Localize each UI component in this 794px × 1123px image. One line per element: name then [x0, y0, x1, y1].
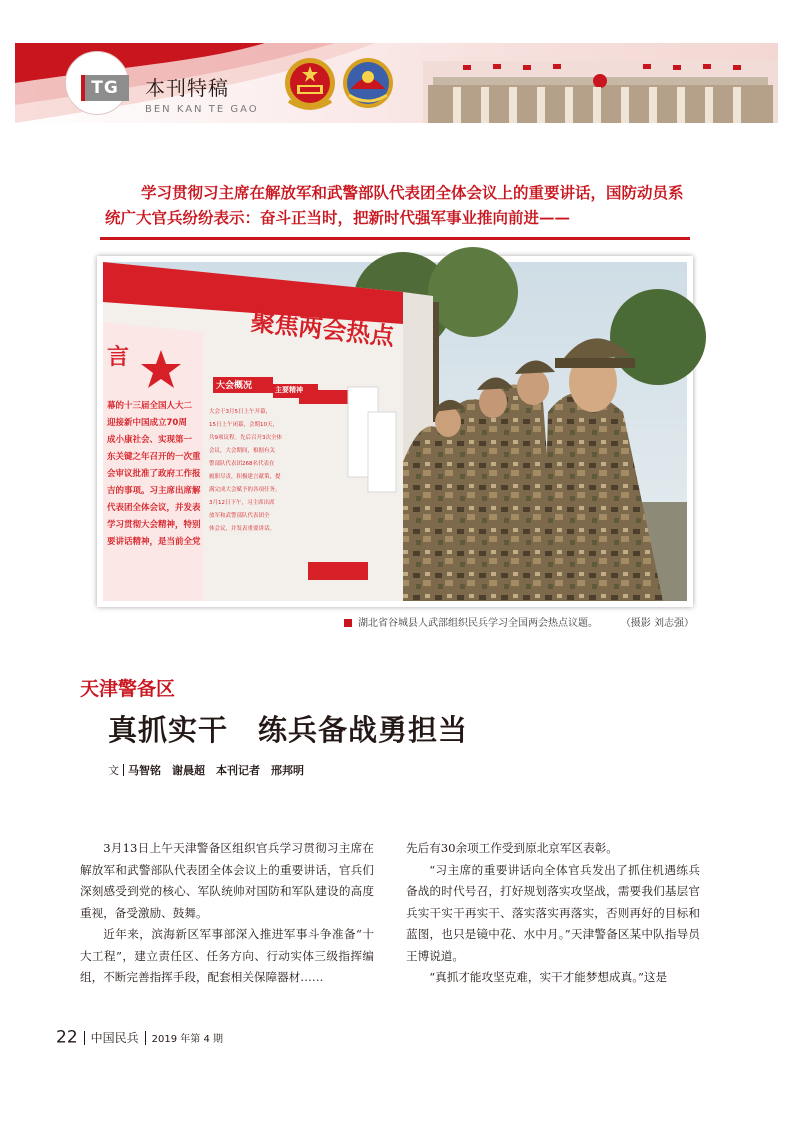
section-badge: TG — [81, 75, 129, 101]
badge-accent-bar — [81, 75, 85, 101]
board-mid-heading: 大会概况 — [216, 381, 253, 391]
article-region: 天津警备区 — [80, 678, 176, 700]
board-panel-title: 聚焦两会热点 — [249, 307, 396, 351]
paragraph: “习主席的重要讲话向全体官兵发出了抓住机遇练兵备战的时代号召，打好规划落实攻坚战，需要我们基层官兵实干实干再实干、落实落实再落实，否则再好的目标和蓝图，也只是镜中花、水中月。”天津警备区某中队指导员王博说道。 — [406, 862, 700, 963]
caption-text: 湖北省谷城县人武部组织民兵学习全国两会热点议题。 — [358, 618, 598, 629]
board-right-heading: 主要精神 — [275, 386, 303, 394]
section-title: 本刊特稿 — [145, 76, 229, 100]
board-text-overlay — [103, 262, 687, 601]
article-column-right — [406, 838, 700, 989]
great-hall-image — [423, 61, 778, 123]
footer-separator — [84, 1031, 85, 1045]
article-byline — [108, 762, 304, 778]
footer-separator — [145, 1031, 146, 1045]
article-column-left — [80, 838, 374, 989]
cppcc-emblem-icon — [341, 55, 395, 113]
paragraph-continuation: 先后有30余项工作受到原北京军区表彰。 — [406, 841, 618, 855]
board-left-text: 幕的十三届全国人大二 迎接新中国成立70周 成小康社会、实现第一 东关键之年召开的一次重 会审议批准了政府工作报 吉的事项。习主席出席解 代表团全体会议，并发表 学习贯彻大会精神，特别 要讲话精神，是当前全党 — [107, 401, 201, 547]
board-mid-text: 大会于3月5日上午开幕， 15日上午闭幕，会期10天， 共9项议程。先后召开3次全体 会议，大会期间，根据有关 警部队代表团268名代表在 履职尽责，积极建言献策，提 满完成大会赋予的各项任务。 3月12日下午，习主席出席 放军和武警部队代表团全 体会议，并发表重要讲话。 — [209, 409, 282, 532]
byline-prefix: 文 — [108, 764, 119, 777]
section-subtitle: BEN KAN TE GAO — [145, 104, 259, 115]
caption-marker — [344, 619, 352, 627]
magazine-name: 中国民兵 — [90, 1031, 139, 1045]
lead-underline — [100, 237, 690, 240]
photo-caption — [344, 614, 694, 629]
photo-frame — [97, 256, 693, 607]
photo-credit: （摄影 刘志强） — [620, 618, 694, 629]
paragraph: 近年来，滨海新区军事部深入推进军事斗争准备“十大工程”，建立责任区、任务方向、行动实体三级指挥编组，不断完善指挥手段，配套相关保障器材…… — [80, 927, 374, 984]
national-emblem-icon — [283, 55, 337, 113]
board-left-heading: 言 — [107, 344, 130, 370]
byline-separator — [123, 764, 124, 776]
paragraph: 3月13日上午天津警备区组织官兵学习贯彻习主席在解放军和武警部队代表团全体会议上的重要讲话，官兵们深刻感受到党的核心、军队统帅对国防和军队建设的高度重视，备受激励、鼓舞。 — [80, 841, 374, 920]
byline-authors: 马智铭 谢晨超 本刊记者 邢邦明 — [128, 764, 304, 777]
issue-label: 2019 年第 4 期 — [151, 1034, 224, 1045]
article-headline: 真抓实干 练兵备战勇担当 — [108, 713, 469, 747]
lead-paragraph: 学习贯彻习主席在解放军和武警部队代表团全体会议上的重要讲话，国防动员系统广大官兵纷纷表示：奋斗正当时，把新时代强军事业推向前进—— — [105, 183, 684, 227]
page-number: 22 — [56, 1027, 78, 1048]
header-banner — [15, 43, 778, 123]
paragraph: “真抓才能攻坚克难，实干才能梦想成真。”这是 — [429, 970, 668, 984]
page-footer — [56, 1027, 223, 1048]
